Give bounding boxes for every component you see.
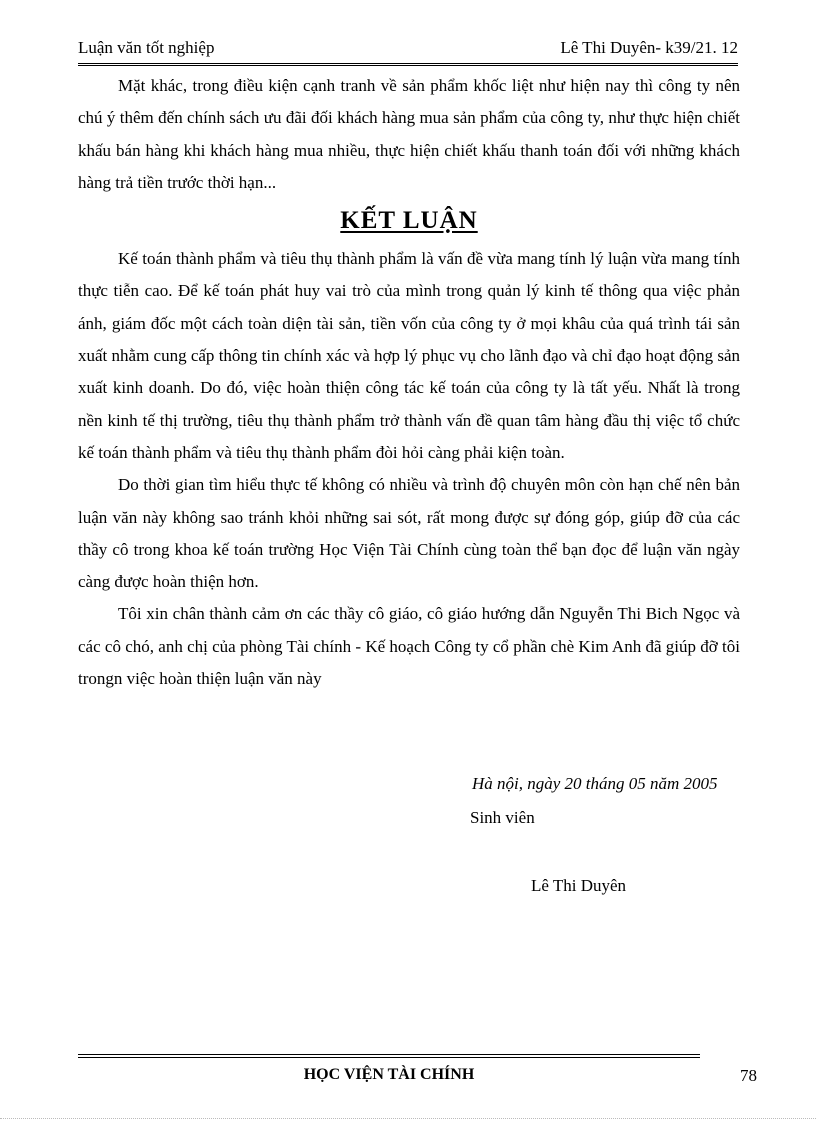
- page-number: 78: [740, 1066, 757, 1085]
- page-body: [78, 70, 740, 695]
- page-header: [78, 38, 738, 64]
- footer-institution: HỌC VIỆN TÀI CHÍNH: [303, 1066, 475, 1083]
- header-divider: [78, 63, 738, 66]
- footer-divider: [78, 1054, 700, 1058]
- section-title: KẾT LUẬN: [340, 207, 478, 235]
- page-bottom-dotted-edge: [0, 1118, 816, 1119]
- paragraph-thanks: Tôi xin chân thành cảm ơn các thầy cô giáo, cô giáo hướng dẫn Nguyễn Thi Bich Ngọc và các cô chó, anh chị của phòng Tài chính - Kế hoạch Công ty cổ phần chè Kim Anh đã giúp đỡ tôi trongn việc hoàn thiện luận văn này: [78, 604, 740, 689]
- signature-role: Sinh viên: [470, 808, 535, 827]
- signature-name: Lê Thi Duyên: [531, 876, 627, 895]
- signature-date: Hà nội, ngày 20 tháng 05 năm 2005: [472, 774, 718, 793]
- header-thesis-label: Luận văn tốt nghiệp: [78, 38, 215, 57]
- header-author-class: Lê Thi Duyên- k39/21. 12: [560, 38, 738, 57]
- paragraph-conclusion: Kế toán thành phẩm và tiêu thụ thành phẩm là vấn đề vừa mang tính lý luận vừa mang tính thực tiễn cao. Để kế toán phát huy vai trò của mình trong quản lý kinh tế thông qua việc phản ánh, giám đốc một cách toàn diện tài sản, tiền vốn của công ty ở mọi khâu của quá trình tái sản xuất nhằm cung cấp thông tin chính xác và hợp lý phục vụ cho lãnh đạo và chỉ đạo hoạt động sản xuất kinh doanh. Do đó, việc hoàn thiện công tác kế toán của công ty là tất yếu. Nhất là trong nền kinh tế thị trường, tiêu thụ thành phẩm trở thành vấn đề quan tâm hàng đầu thị việc tổ chức kế toán thành phẩm và tiêu thụ thành phẩm đòi hỏi càng phải kiện toàn.: [78, 249, 740, 462]
- paragraph-limitations: Do thời gian tìm hiểu thực tế không có nhiều và trình độ chuyên môn còn hạn chế nên bản luận văn này không sao tránh khỏi những sai sót, rất mong được sự đóng góp, giúp đỡ của các thầy cô trong khoa kế toán trường Học Viện Tài Chính cùng toàn thể bạn đọc để luận văn ngày càng được hoàn thiện hơn.: [78, 475, 740, 592]
- paragraph-intro: Mặt khác, trong điều kiện cạnh tranh về sản phẩm khốc liệt như hiện nay thì công ty nên chú ý thêm đến chính sách ưu đãi đối khách hàng mua sản phẩm của công ty, như thực hiện chiết khấu bán hàng khi khách hàng mua nhiều, thực hiện chiết khấu thanh toán đối với những khách hàng trả tiền trước thời hạn...: [78, 76, 740, 192]
